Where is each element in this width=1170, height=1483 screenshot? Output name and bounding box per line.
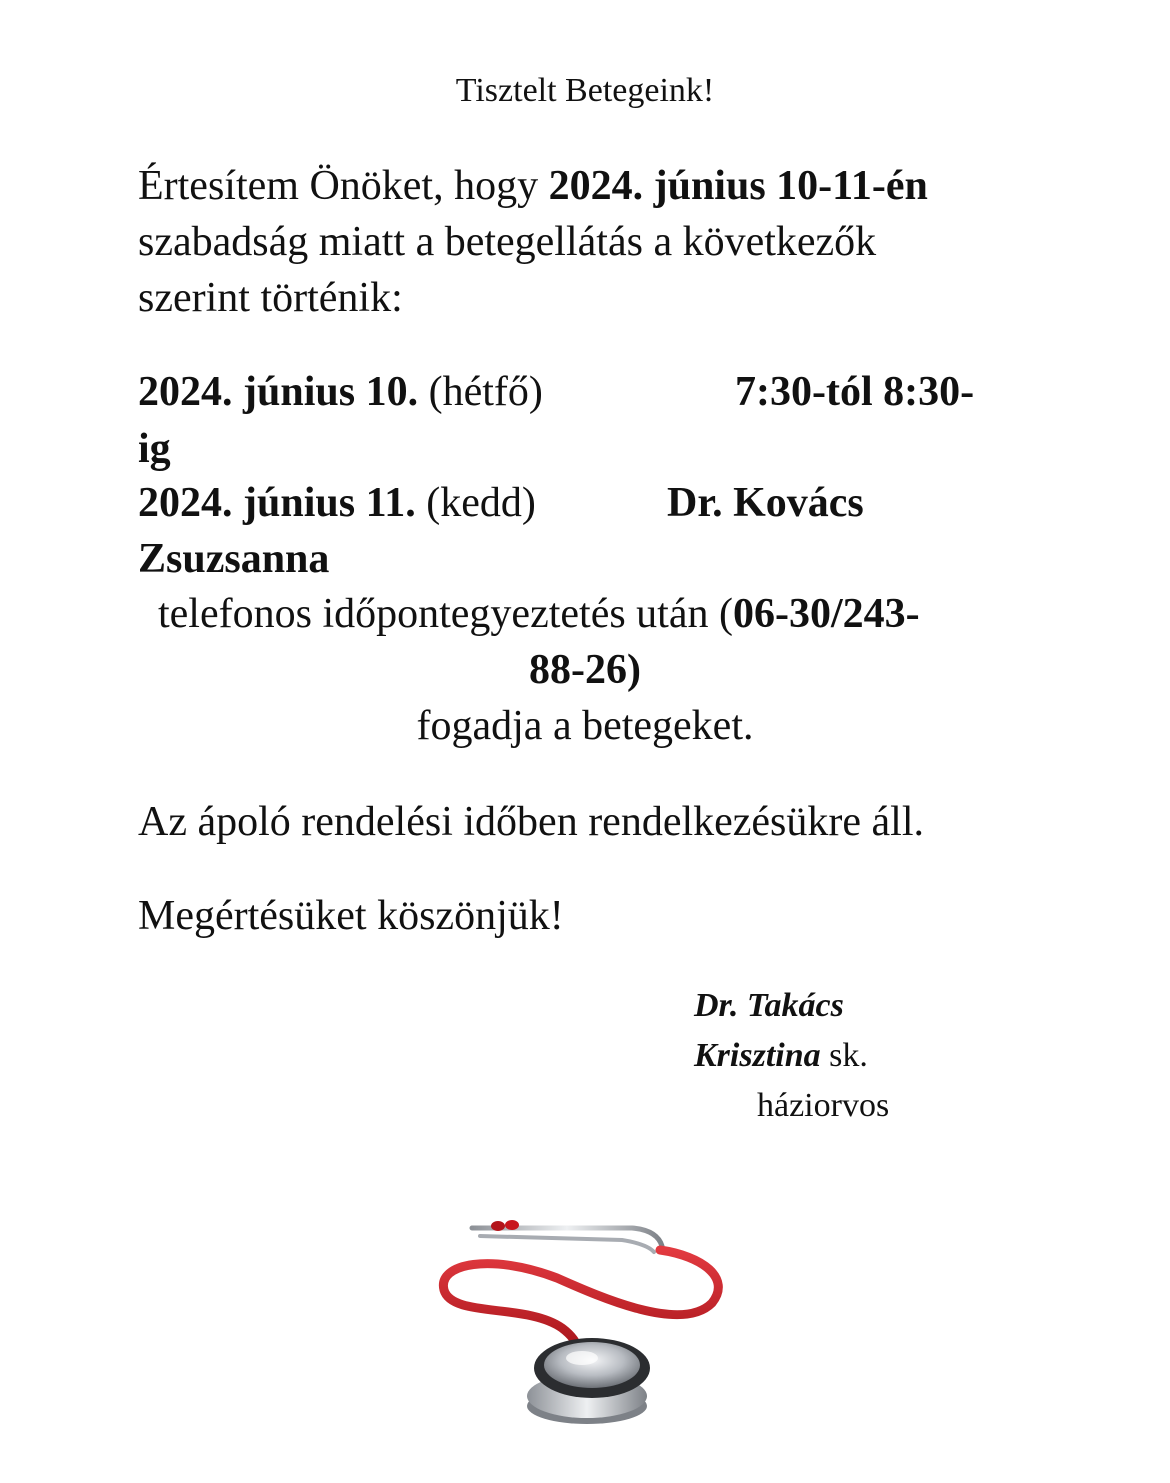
phone-note-line-1 <box>158 593 920 635</box>
schedule-date: 2024. június 10. <box>138 369 419 415</box>
phone-number-part-2: 88-26) <box>529 647 641 693</box>
substitute-doctor-name-cont: Zsuzsanna <box>138 536 330 582</box>
intro-prefix: Értesítem Önöket, hogy <box>138 163 549 209</box>
phone-note-line-3: fogadja a betegeket. <box>416 703 754 749</box>
schedule-time-text: 7:30-tól 8:30- <box>735 369 975 415</box>
intro-line-3: szerint történik: <box>138 275 403 321</box>
phone-note-line-2 <box>0 649 1170 691</box>
schedule-day: (hétfő) <box>418 369 543 415</box>
ear-tip <box>505 1220 519 1230</box>
schedule-time <box>735 371 974 413</box>
signature-title: háziorvos <box>757 1087 890 1124</box>
schedule-date: 2024. június 11. <box>138 480 416 526</box>
substitute-doctor-cont <box>138 538 329 580</box>
signature-name-1-text: Dr. Takács <box>694 987 844 1024</box>
signature-name-2 <box>694 1039 868 1073</box>
intro-dates: 2024. június 10-11-én <box>548 163 928 209</box>
binaural-tube <box>480 1236 654 1252</box>
phone-note-prefix: telefonos időpontegyeztetés után ( <box>158 591 733 637</box>
intro-line-1 <box>138 165 928 207</box>
schedule-row-2 <box>138 482 536 524</box>
schedule-day: (kedd) <box>415 480 536 526</box>
chest-piece-face <box>544 1342 640 1388</box>
closing-thanks: Megértésüket köszönjük! <box>138 893 564 939</box>
signature-sk: sk. <box>820 1037 868 1074</box>
signature-name-2-text: Krisztina <box>694 1037 821 1074</box>
chest-piece-shine <box>566 1351 598 1365</box>
stethoscope-icon <box>432 1208 752 1428</box>
schedule-time-cont <box>138 428 171 470</box>
greeting-heading: Tisztelt Betegeink! <box>455 72 715 109</box>
substitute-doctor-name: Dr. Kovács <box>667 480 864 526</box>
signature-name-1 <box>694 989 844 1023</box>
nurse-note: Az ápoló rendelési időben rendelkezésükre áll. <box>138 799 925 845</box>
substitute-doctor <box>667 482 864 524</box>
schedule-row-1 <box>138 371 543 413</box>
phone-number-part-1: 06-30/243- <box>732 591 920 637</box>
schedule-time-cont-text: ig <box>138 426 171 472</box>
intro-line-2: szabadság miatt a betegellátás a következők <box>138 219 877 265</box>
ear-tip <box>491 1221 505 1231</box>
